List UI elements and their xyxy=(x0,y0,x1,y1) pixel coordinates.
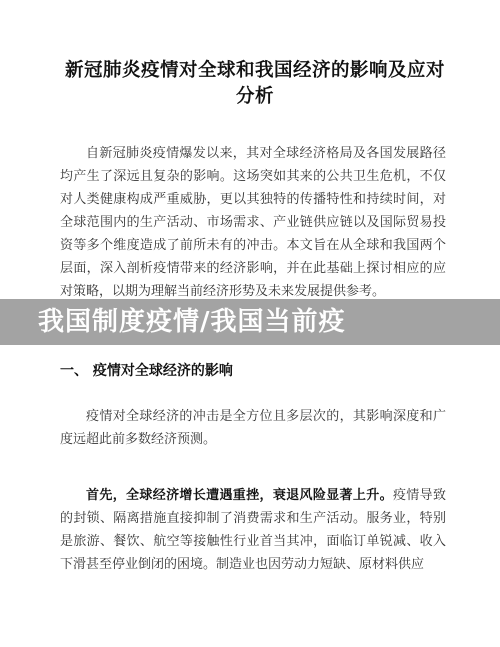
section-paragraph: 疫情对全球经济的冲击是全方位且多层次的，其影响深度和广度远超此前多数经济预测。 xyxy=(60,409,446,447)
subsection-body-text: 疫情导致的封锁、隔离措施直接抑制了消费需求和生产活动。服务业，特别是旅游、餐饮、航空等接触性行业首当其冲，面临订单锐减、收入下滑甚至停业倒闭的困境。制造业也因劳动力短缺、原材料供应 xyxy=(60,488,446,572)
overlay-banner xyxy=(0,299,500,345)
intro-paragraph: 自新冠肺炎疫情爆发以来，其对全球经济格局及各国发展路径均产生了深远且复杂的影响。这场突如其来的公共卫生危机，不仅对人类健康构成严重威胁，更以其独特的传播特性和持续时间，对全球范围内的生产活动、市场需求、产业链供应链以及国际贸易投资等多个维度造成了前所未有的冲击。本文旨在从全球和我国两个层面，深入剖析疫情带来的经济影响，并在此基础上探讨相应的应对策略，以期为理解当前经济形势及未来发展提供参考。 xyxy=(60,146,446,299)
subsection-bold-lead: 首先，全球经济增长遭遇重挫，衰退风险显著上升。 xyxy=(86,488,393,503)
overlay-banner-text: 我国制度疫情/我国当前疫 xyxy=(38,307,346,337)
section-heading: 一、 疫情对全球经济的影响 xyxy=(60,363,233,379)
subsection-paragraph xyxy=(60,484,446,576)
document-title: 新冠肺炎疫情对全球和我国经济的影响及应对分析 xyxy=(64,60,445,107)
